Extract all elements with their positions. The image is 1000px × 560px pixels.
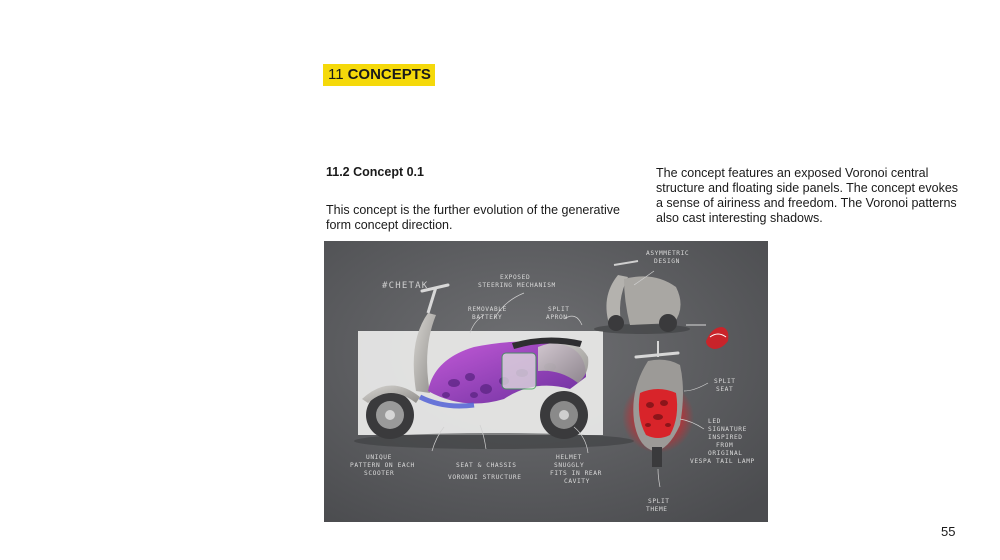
note-led-line2: SIGNATURE xyxy=(708,426,747,433)
chapter-title: CONCEPTS xyxy=(347,66,431,83)
note-pattern-line2: PATTERN ON EACH xyxy=(350,462,415,469)
note-led-line1: LED xyxy=(708,418,721,425)
note-helmet-line1: HELMET xyxy=(556,454,582,461)
note-led-line4: FROM xyxy=(716,442,734,449)
note-asymmetric-line2: DESIGN xyxy=(654,258,680,265)
intro-paragraph: This concept is the further evolution of the generative form concept direction. xyxy=(326,203,620,232)
note-split-seat-line2: SEAT xyxy=(716,386,734,393)
note-theme-line1: SPLIT xyxy=(648,498,670,505)
note-battery-line1: REMOVABLE xyxy=(468,306,507,313)
note-led-line5: ORIGINAL xyxy=(708,450,743,457)
note-apron-line1: SPLIT xyxy=(548,306,570,313)
scooter-sketch-drawing xyxy=(324,241,768,522)
hashtag-label: #CHETAK xyxy=(382,281,429,291)
chapter-heading xyxy=(323,64,435,86)
concept-sketch xyxy=(324,241,768,522)
note-led-line3: INSPIRED xyxy=(708,434,743,441)
note-seat-chassis-line2: VORONOI STRUCTURE xyxy=(448,474,522,481)
note-pattern-line1: UNIQUE xyxy=(366,454,392,461)
note-theme-line2: THEME xyxy=(646,506,668,513)
note-steering-line1: EXPOSED xyxy=(500,274,531,281)
note-led-line6: VESPA TAIL LAMP xyxy=(690,458,755,465)
page-number: 55 xyxy=(941,524,956,539)
note-split-seat-line1: SPLIT xyxy=(714,378,736,385)
chapter-number: 11 xyxy=(328,66,344,83)
note-pattern-line3: SCOOTER xyxy=(364,470,395,477)
note-steering-line2: STEERING MECHANISM xyxy=(478,282,556,289)
note-apron-line2: APRON xyxy=(546,314,568,321)
note-helmet-line4: CAVITY xyxy=(564,478,590,485)
note-asymmetric-line1: ASYMMETRIC xyxy=(646,250,690,257)
concept-description: The concept features an exposed Voronoi central structure and floating side panels. The concept evokes a sense of airiness and freedom. The Voronoi patterns also cast interesting shadows. xyxy=(656,166,959,225)
note-helmet-line2: SNUGGLY xyxy=(554,462,585,469)
note-seat-chassis-line1: SEAT & CHASSIS xyxy=(456,462,517,469)
section-title: 11.2 Concept 0.1 xyxy=(326,165,424,179)
note-helmet-line3: FITS IN REAR xyxy=(550,470,602,477)
note-battery-line2: BATTERY xyxy=(472,314,503,321)
